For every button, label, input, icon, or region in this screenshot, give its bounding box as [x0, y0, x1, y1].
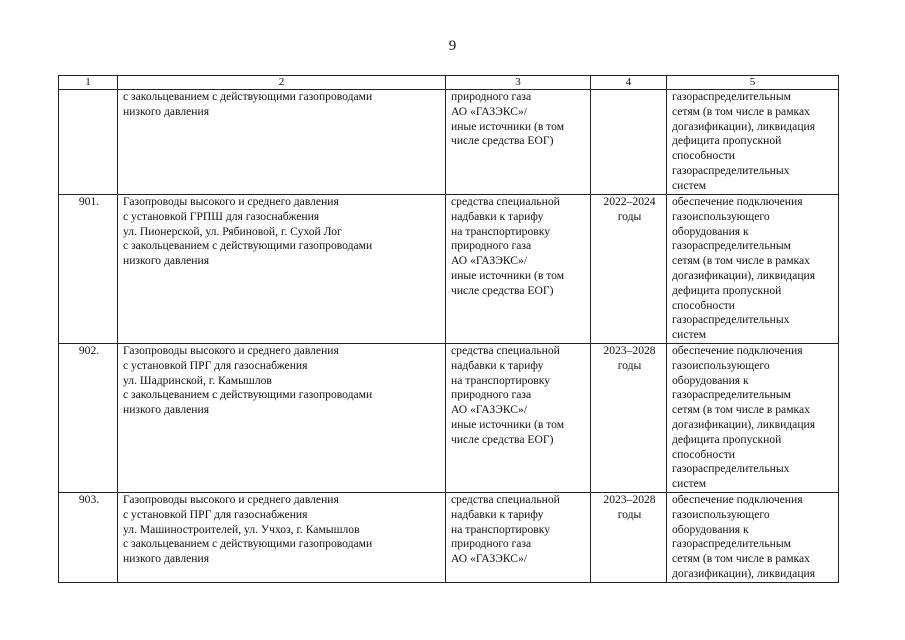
purpose-line: догазификации), ликвидация — [672, 268, 816, 282]
purpose-line: оборудования к — [672, 522, 749, 536]
purpose-line: дефицита пропускной — [672, 432, 782, 446]
object-line: низкого давления — [123, 403, 210, 417]
purpose-line: способности — [672, 447, 735, 461]
object-line: низкого давления — [123, 254, 210, 268]
object-line: с установкой ГРПШ для газоснабжения — [123, 209, 320, 223]
table-row — [59, 90, 839, 195]
purpose-line: газоиспользующего — [672, 507, 770, 521]
source-line: АО «ГАЗЭКС»/ — [451, 552, 528, 566]
source-cell — [446, 195, 591, 344]
object-line: с закольцеванием с действующими газопроводами — [123, 239, 373, 253]
purpose-cell — [667, 493, 839, 583]
purpose-cell — [667, 90, 839, 195]
period-cell — [591, 90, 667, 195]
period-cell — [591, 344, 667, 493]
source-line: иные источники (в том — [451, 119, 565, 133]
source-line: надбавки к тарифу — [451, 507, 544, 521]
period-line: годы — [617, 209, 642, 223]
source-cell — [446, 90, 591, 195]
period-cell — [591, 493, 667, 583]
purpose-line: газораспределительным — [672, 90, 791, 103]
period-line: годы — [617, 507, 642, 521]
page-number: 9 — [448, 38, 457, 54]
object-line: низкого давления — [123, 552, 210, 566]
source-line: АО «ГАЗЭКС»/ — [451, 104, 528, 118]
object-line: Газопроводы высокого и среднего давления — [123, 493, 339, 506]
purpose-line: дефицита пропускной — [672, 283, 782, 297]
source-line: природного газа — [451, 239, 532, 253]
source-line: природного газа — [451, 388, 532, 402]
object-line: с закольцеванием с действующими газопроводами — [123, 388, 373, 402]
source-line: на транспортировку — [451, 522, 550, 536]
table-header-row — [59, 76, 839, 90]
source-line: средства специальной — [451, 493, 560, 506]
purpose-line: догазификации), ликвидация — [672, 417, 816, 431]
column-header: 1 — [59, 76, 118, 90]
purpose-cell — [667, 344, 839, 493]
source-line: средства специальной — [451, 195, 560, 208]
period-cell — [591, 195, 667, 344]
object-line: ул. Шадринской, г. Камышлов — [123, 373, 272, 387]
purpose-line: оборудования к — [672, 224, 749, 238]
source-cell — [446, 344, 591, 493]
column-header: 3 — [446, 76, 591, 90]
purpose-line: догазификации), ликвидация — [672, 119, 816, 133]
object-cell — [118, 90, 446, 195]
source-line: АО «ГАЗЭКС»/ — [451, 403, 528, 417]
purpose-line: газораспределительных — [672, 163, 790, 177]
purpose-line: газораспределительных — [672, 462, 790, 476]
object-line: низкого давления — [123, 104, 210, 118]
purpose-line: газоиспользующего — [672, 358, 770, 372]
source-line: средства специальной — [451, 344, 560, 357]
object-line: с закольцеванием с действующими газопроводами — [123, 90, 373, 103]
source-line: АО «ГАЗЭКС»/ — [451, 254, 528, 268]
source-line: числе средства ЕОГ) — [451, 283, 554, 297]
object-line: с установкой ПРГ для газоснабжения — [123, 507, 308, 521]
object-cell — [118, 344, 446, 493]
source-line: природного газа — [451, 90, 532, 103]
purpose-line: сетям (в том числе в рамках — [672, 254, 810, 268]
purpose-line: обеспечение подключения — [672, 195, 803, 208]
object-line: ул. Пионерской, ул. Рябиновой, г. Сухой Лог — [123, 224, 342, 238]
column-header: 4 — [591, 76, 667, 90]
source-line: числе средства ЕОГ) — [451, 134, 554, 148]
purpose-line: газораспределительным — [672, 388, 791, 402]
purpose-line: способности — [672, 298, 735, 312]
purpose-line: систем — [672, 328, 707, 342]
source-line: иные источники (в том — [451, 268, 565, 282]
table-row — [59, 344, 839, 493]
source-cell — [446, 493, 591, 583]
source-line: надбавки к тарифу — [451, 209, 544, 223]
period-line: 2023–2028 — [603, 493, 656, 506]
table-row — [59, 493, 839, 583]
source-line: иные источники (в том — [451, 417, 565, 431]
purpose-line: догазификации), ликвидация — [672, 566, 816, 580]
row-number-cell — [59, 90, 118, 195]
source-line: на транспортировку — [451, 373, 550, 387]
source-line: надбавки к тарифу — [451, 358, 544, 372]
column-header: 2 — [118, 76, 446, 90]
period-line: 2023–2028 — [603, 344, 656, 357]
purpose-cell — [667, 195, 839, 344]
purpose-line: обеспечение подключения — [672, 344, 803, 357]
projects-table — [58, 75, 839, 583]
object-line: с закольцеванием с действующими газопроводами — [123, 537, 373, 551]
row-number-cell: 903. — [59, 493, 118, 583]
purpose-line: газораспределительных — [672, 313, 790, 327]
source-line: природного газа — [451, 537, 532, 551]
period-line: 2022–2024 — [603, 195, 656, 208]
object-cell — [118, 195, 446, 344]
purpose-line: дефицита пропускной — [672, 134, 782, 148]
object-line: ул. Машиностроителей, ул. Учхоз, г. Камышлов — [123, 522, 360, 536]
source-line: числе средства ЕОГ) — [451, 432, 554, 446]
purpose-line: сетям (в том числе в рамках — [672, 552, 810, 566]
purpose-line: газораспределительным — [672, 239, 791, 253]
purpose-line: сетям (в том числе в рамках — [672, 403, 810, 417]
purpose-line: обеспечение подключения — [672, 493, 803, 506]
purpose-line: газоиспользующего — [672, 209, 770, 223]
row-number-cell: 901. — [59, 195, 118, 344]
column-header: 5 — [667, 76, 839, 90]
table-row — [59, 195, 839, 344]
object-line: с установкой ПРГ для газоснабжения — [123, 358, 308, 372]
purpose-line: систем — [672, 178, 707, 192]
row-number-cell: 902. — [59, 344, 118, 493]
object-cell — [118, 493, 446, 583]
purpose-line: газораспределительным — [672, 537, 791, 551]
object-line: Газопроводы высокого и среднего давления — [123, 195, 339, 208]
purpose-line: систем — [672, 477, 707, 491]
period-line: годы — [617, 358, 642, 372]
object-line: Газопроводы высокого и среднего давления — [123, 344, 339, 357]
source-line: на транспортировку — [451, 224, 550, 238]
purpose-line: оборудования к — [672, 373, 749, 387]
purpose-line: сетям (в том числе в рамках — [672, 104, 810, 118]
purpose-line: способности — [672, 149, 735, 163]
